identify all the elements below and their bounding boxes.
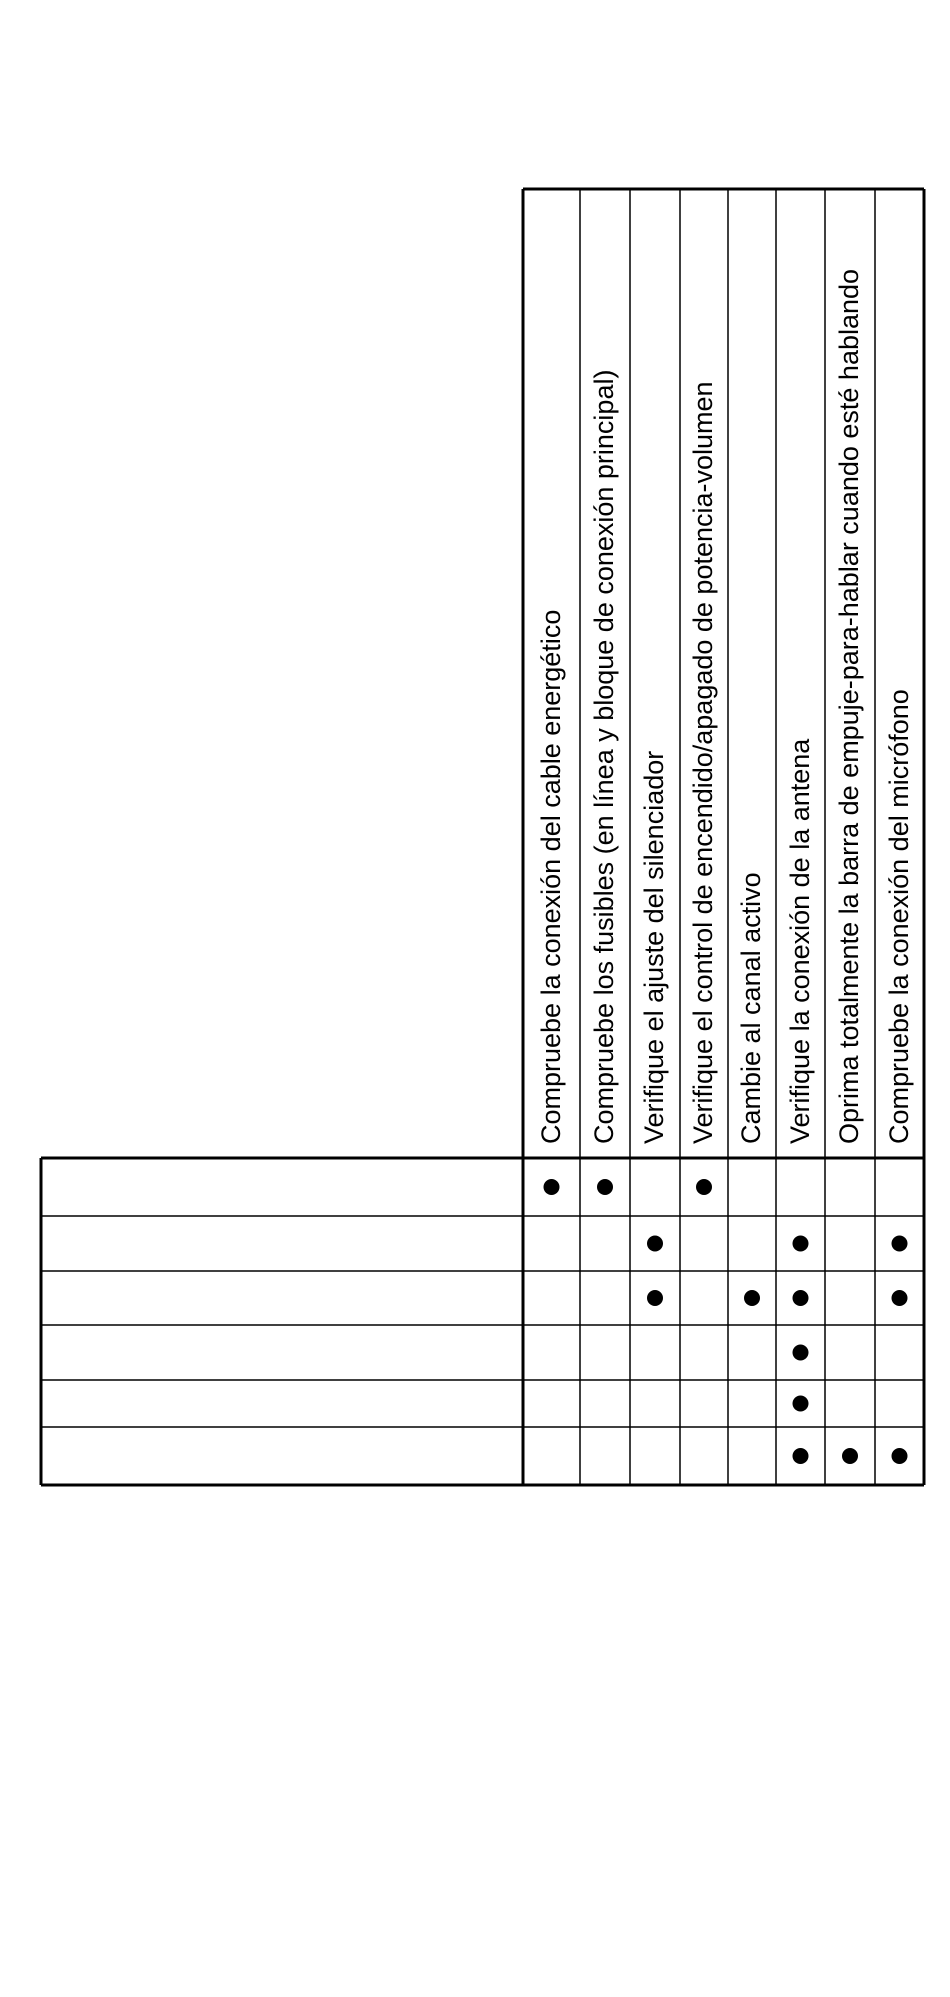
check-label: Verifique el control de encendido/apagado de potencia-volumen — [688, 381, 718, 1144]
check-label: Compruebe la conexión del cable energético — [535, 609, 566, 1144]
check-label: Verifique la conexión de la antena — [784, 738, 815, 1144]
check-label: Verifique el ajuste del silenciador — [639, 750, 669, 1144]
indicator-dot — [892, 1448, 908, 1464]
indicator-dot — [892, 1290, 908, 1306]
indicator-dot — [744, 1290, 760, 1306]
indicator-dot — [793, 1236, 809, 1252]
check-label: Cambie al canal activo — [736, 872, 766, 1144]
indicator-dot — [597, 1179, 613, 1195]
indicator-dot — [793, 1290, 809, 1306]
indicator-dot — [793, 1345, 809, 1361]
indicator-dot — [696, 1179, 712, 1195]
check-label: Oprima totalmente la barra de empuje-para-hablar cuando esté hablando — [834, 268, 864, 1144]
indicator-dots — [544, 1179, 908, 1464]
indicator-dot — [793, 1396, 809, 1412]
indicator-dot — [544, 1179, 560, 1195]
indicator-dot — [892, 1236, 908, 1252]
indicator-dot — [647, 1236, 663, 1252]
indicator-dot — [793, 1448, 809, 1464]
check-label: Compruebe la conexión del micrófono — [883, 689, 914, 1144]
indicator-dot — [842, 1448, 858, 1464]
check-label: Compruebe los fusibles (en línea y bloque de conexión principal) — [589, 369, 619, 1144]
indicator-dot — [647, 1290, 663, 1306]
